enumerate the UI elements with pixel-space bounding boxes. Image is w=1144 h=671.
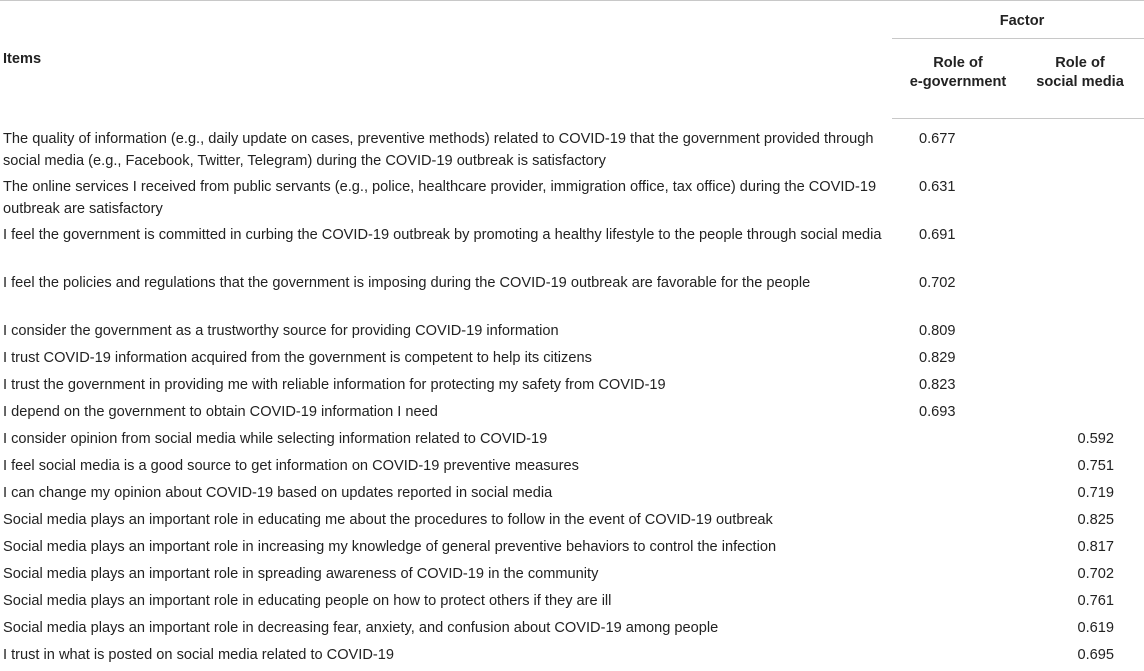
- item-text: I trust the government in providing me with reliable information for protecting my safety from COVID-19: [0, 374, 892, 401]
- egov-header-line1: Role of: [933, 55, 982, 71]
- egov-value: 0.691: [892, 224, 1016, 272]
- egov-value: [892, 482, 1016, 509]
- item-text: I feel the government is committed in curbing the COVID-19 outbreak by promoting a healthy lifestyle to the people through social media: [0, 224, 892, 272]
- social-value: 0.719: [1016, 482, 1144, 509]
- egov-value: [892, 563, 1016, 590]
- table-row: [0, 401, 1144, 428]
- item-text: Social media plays an important role in increasing my knowledge of general preventive behaviors to control the infection: [0, 536, 892, 563]
- item-text: Social media plays an important role in educating people on how to protect others if they are ill: [0, 590, 892, 617]
- item-text: The quality of information (e.g., daily update on cases, preventive methods) related to COVID-19 that the government provided through social media (e.g., Facebook, Twitter, Telegram) during the COVID-19 outbreak is satisfactory: [0, 119, 892, 177]
- egov-header-line2: e-government: [910, 74, 1007, 90]
- item-text: I feel social media is a good source to get information on COVID-19 preventive measures: [0, 455, 892, 482]
- item-text: I feel the policies and regulations that the government is imposing during the COVID-19 outbreak are favorable for the people: [0, 272, 892, 320]
- item-text: I can change my opinion about COVID-19 based on updates reported in social media: [0, 482, 892, 509]
- item-text: I consider opinion from social media while selecting information related to COVID-19: [0, 428, 892, 455]
- table-row: [0, 272, 1144, 320]
- social-value: 0.592: [1016, 428, 1144, 455]
- social-value: 0.761: [1016, 590, 1144, 617]
- table-row: [0, 536, 1144, 563]
- table-row: [0, 509, 1144, 536]
- social-value: 0.619: [1016, 617, 1144, 644]
- egov-value: 0.809: [892, 320, 1016, 347]
- social-value: 0.817: [1016, 536, 1144, 563]
- social-value: [1016, 176, 1144, 224]
- social-column-header: [1016, 39, 1144, 119]
- table-header: [0, 1, 1144, 119]
- egov-value: [892, 536, 1016, 563]
- item-text: I depend on the government to obtain COVID-19 information I need: [0, 401, 892, 428]
- items-header: Items: [0, 1, 892, 119]
- social-value: [1016, 401, 1144, 428]
- social-value: [1016, 272, 1144, 320]
- social-value: [1016, 119, 1144, 177]
- item-text: I trust in what is posted on social media related to COVID-19: [0, 644, 892, 671]
- table-row: [0, 617, 1144, 644]
- item-text: I consider the government as a trustworthy source for providing COVID-19 information: [0, 320, 892, 347]
- table-row: [0, 428, 1144, 455]
- table-body: [0, 119, 1144, 671]
- social-header-line2: social media: [1036, 74, 1124, 90]
- egov-column-header: [892, 39, 1016, 119]
- table-row: [0, 119, 1144, 177]
- egov-value: [892, 590, 1016, 617]
- social-value: [1016, 224, 1144, 272]
- egov-value: [892, 455, 1016, 482]
- egov-value: [892, 509, 1016, 536]
- table-row: [0, 644, 1144, 671]
- table-row: [0, 347, 1144, 374]
- egov-value: 0.631: [892, 176, 1016, 224]
- item-text: Social media plays an important role in decreasing fear, anxiety, and confusion about COVID-19 among people: [0, 617, 892, 644]
- item-text: I trust COVID-19 information acquired from the government is competent to help its citizens: [0, 347, 892, 374]
- table-row: [0, 563, 1144, 590]
- item-text: Social media plays an important role in spreading awareness of COVID-19 in the community: [0, 563, 892, 590]
- social-value: 0.695: [1016, 644, 1144, 671]
- egov-value: 0.829: [892, 347, 1016, 374]
- item-text: Social media plays an important role in educating me about the procedures to follow in the event of COVID-19 outbreak: [0, 509, 892, 536]
- item-text: The online services I received from public servants (e.g., police, healthcare provider, immigration office, tax office) during the COVID-19 outbreak are satisfactory: [0, 176, 892, 224]
- social-value: 0.702: [1016, 563, 1144, 590]
- table-row: [0, 320, 1144, 347]
- table-row: [0, 455, 1144, 482]
- egov-value: [892, 428, 1016, 455]
- egov-value: 0.677: [892, 119, 1016, 177]
- table-row: [0, 176, 1144, 224]
- factor-header: Factor: [892, 1, 1144, 39]
- egov-value: 0.693: [892, 401, 1016, 428]
- social-header-line1: Role of: [1055, 55, 1104, 71]
- table-row: [0, 590, 1144, 617]
- egov-value: 0.702: [892, 272, 1016, 320]
- egov-value: [892, 617, 1016, 644]
- social-value: 0.825: [1016, 509, 1144, 536]
- table-row: [0, 224, 1144, 272]
- social-value: [1016, 374, 1144, 401]
- table-row: [0, 482, 1144, 509]
- table-row: [0, 374, 1144, 401]
- egov-value: 0.823: [892, 374, 1016, 401]
- social-value: [1016, 320, 1144, 347]
- egov-value: [892, 644, 1016, 671]
- social-value: [1016, 347, 1144, 374]
- social-value: 0.751: [1016, 455, 1144, 482]
